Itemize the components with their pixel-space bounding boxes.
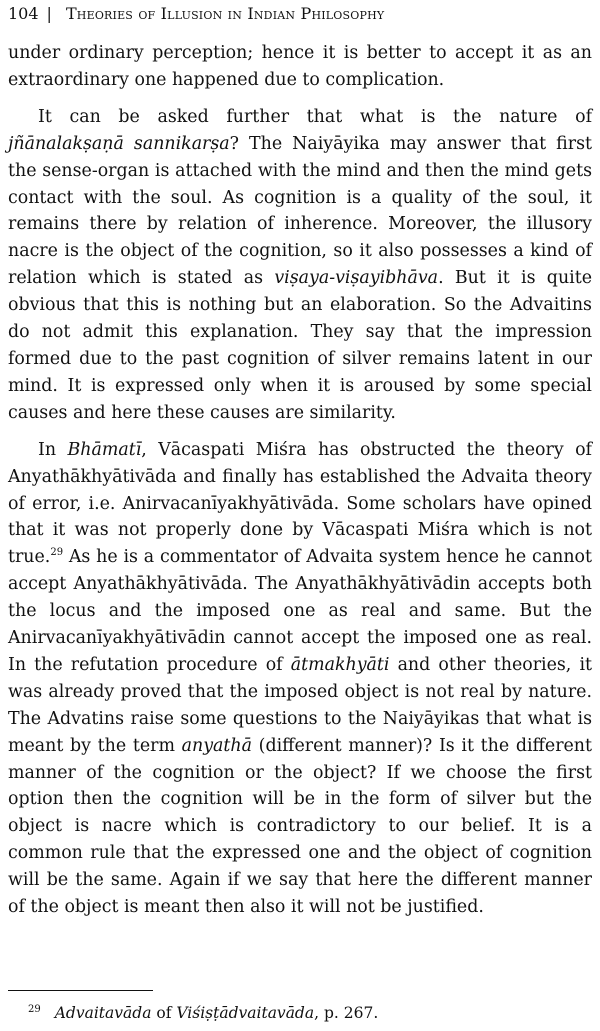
paragraph-1 (8, 40, 592, 94)
paragraph-3-part-c: As he is a commentator of Advaita system hence he cannot accept Anyathākhyātivāda. The Anyathākhyātivādin accepts both the locus and the imposed one as real and same. But the Anirvacanīyakhyātivādin cannot accept the imposed one as real. In the refutation procedure of (8, 547, 592, 675)
footnote-number: 29 (28, 1004, 41, 1015)
paragraph-2 (8, 104, 592, 427)
paragraph-3-part-a: In (38, 439, 68, 460)
page-number: 104 (8, 4, 39, 23)
footnote-mid: of (151, 1004, 177, 1023)
paragraph-3 (8, 437, 592, 921)
paragraph-1-text: under ordinary perception; hence it is better to accept it as an extraordinary one happened due to complication. (8, 43, 592, 90)
paragraph-3-part-b: , Vācaspati Miśra has obstructed the theory of Anyathākhyātivāda and finally has established the Advaita theory of error, i.e. Anirvacanīyakhyātivāda. Some scholars have opined that it was not properly done by Vācaspati Miśra which is not true. (8, 439, 592, 568)
paragraph-2-part-b: ? The Naiyāyika may answer that first the sense-organ is attached with the mind and then the mind gets contact with the soul. As cognition is a quality of the soul, it remains there by relation of inherence. Moreover, the illusory nacre is the object of the cognition, so it also possesses a kind of relation which is stated as (8, 133, 592, 289)
term-visaya-visayibhava: viṣaya-viṣayibhāva (274, 268, 439, 289)
footnote-title-2: Viśiṣṭādvaitavāda (176, 1004, 315, 1023)
paragraph-2-part-c: . But it is quite obvious that this is nothing but an elaboration. So the Advaitins do not admit this explanation. They say that the impression formed due to the past cognition of silver remains latent in our mind. It is expressed only when it is aroused by some special causes and here these causes are similarity. (8, 268, 592, 423)
paragraph-2-part-a: It can be asked further that what is the nature of (38, 106, 592, 127)
footnote-end: , p. 267. (314, 1004, 379, 1023)
paragraph-3-part-d: and other theories, it was already proved that the imposed object is not real by nature. The Advatins raise some questions to the Naiyāyikas that what is meant by the term (8, 654, 592, 756)
running-title: Theories of Illusion in Indian Philosophy (65, 4, 385, 23)
term-atmakhyati: ātmakhyāti (290, 654, 390, 675)
running-header (8, 4, 592, 24)
footnote-title-1: Advaitavāda (54, 1004, 152, 1023)
body-text (8, 40, 592, 931)
header-separator: | (46, 4, 52, 23)
footnote-rule (8, 990, 153, 991)
term-bhamati: Bhāmatī (67, 439, 142, 460)
paragraph-3-part-e: (different manner)? Is it the different manner of the cognition or the object? If we choose the first option then the cognition will be in the form of silver but the object is nacre which is contradictory to our belief. It is a common rule that the expressed one and the object of cognition will be the same. Again if we say that here the different manner of the object is meant then also it will not be justified. (8, 735, 592, 918)
footnote-reference[interactable]: 29 (50, 547, 64, 559)
term-jnanalaksana-sannikarsa: jñānalakṣaṇā sannikarṣa (8, 133, 230, 154)
term-anyatha: anyathā (181, 735, 252, 756)
footnote (28, 1000, 588, 1023)
